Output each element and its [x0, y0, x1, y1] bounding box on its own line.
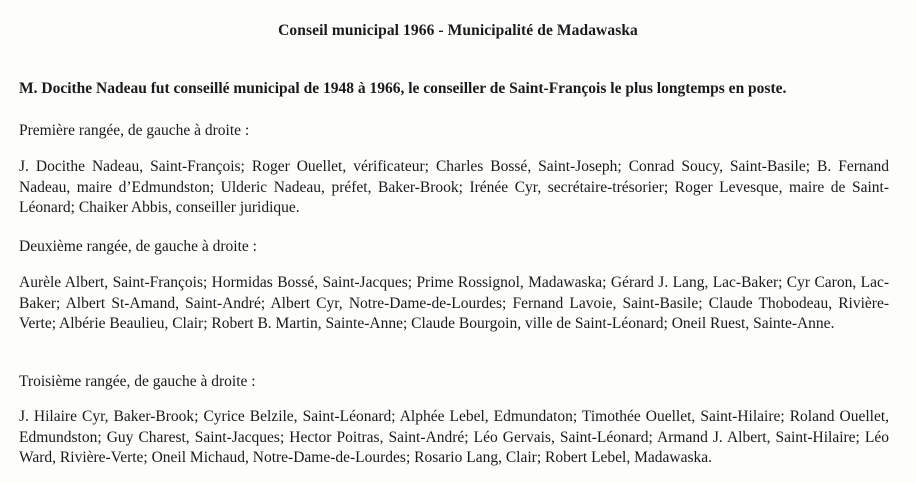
row-label-third: Troisième rangée, de gauche à droite :: [19, 373, 256, 390]
row-names-second: Aurèle Albert, Saint-François; Hormidas Bossé, Saint-Jacques; Prime Rossignol, Madawaska; Gérard J. Lang, Lac-Baker; Cyr Caron, Lac-Baker; Albert St-Amand, Saint-André; Albert Cyr, Notre-Dame-de-Lourdes; Fernand Lavoie, Saint-Basile; Claude Thobodeau, Rivière-Verte; Albérie Beaulieu, Clair; Robert B. Martin, Sainte-Anne; Claude Bourgoin, ville de Saint-Léonard; Oneil Ruest, Sainte-Anne.: [19, 274, 889, 332]
lead-statement: M. Docithe Nadeau fut conseillé municipal de 1948 à 1966, le conseiller de Saint-François le plus longtemps en poste.: [19, 80, 787, 97]
row-label-first: Première rangée, de gauche à droite :: [19, 122, 250, 139]
document-title: Conseil municipal 1966 - Municipalité de Madawaska: [278, 22, 638, 39]
row-names-third: J. Hilaire Cyr, Baker-Brook; Cyrice Belzile, Saint-Léonard; Alphée Lebel, Edmundaton; Timothée Ouellet, Saint-Hilaire; Roland Ouellet, Edmundston; Guy Charest, Saint-Jacques; Hector Poitras, Saint-André; Léo Gervais, Saint-Léonard; Armand J. Albert, Saint-Hilaire; Léo Ward, Rivière-Verte; Oneil Michaud, Notre-Dame-de-Lourdes; Rosario Lang, Clair; Robert Lebel, Madawaska.: [19, 408, 889, 466]
row-label-second: Deuxième rangée, de gauche à droite :: [19, 238, 257, 255]
row-names-first: J. Docithe Nadeau, Saint-François; Roger Ouellet, vérificateur; Charles Bossé, Saint-Joseph; Conrad Soucy, Saint-Basile; B. Fernand Nadeau, maire d’Edmundston; Ulderic Nadeau, préfet, Baker-Brook; Irénée Cyr, secrétaire-trésorier; Roger Levesque, maire de Saint-Léonard; Chaiker Abbis, conseiller juridique.: [19, 158, 889, 216]
